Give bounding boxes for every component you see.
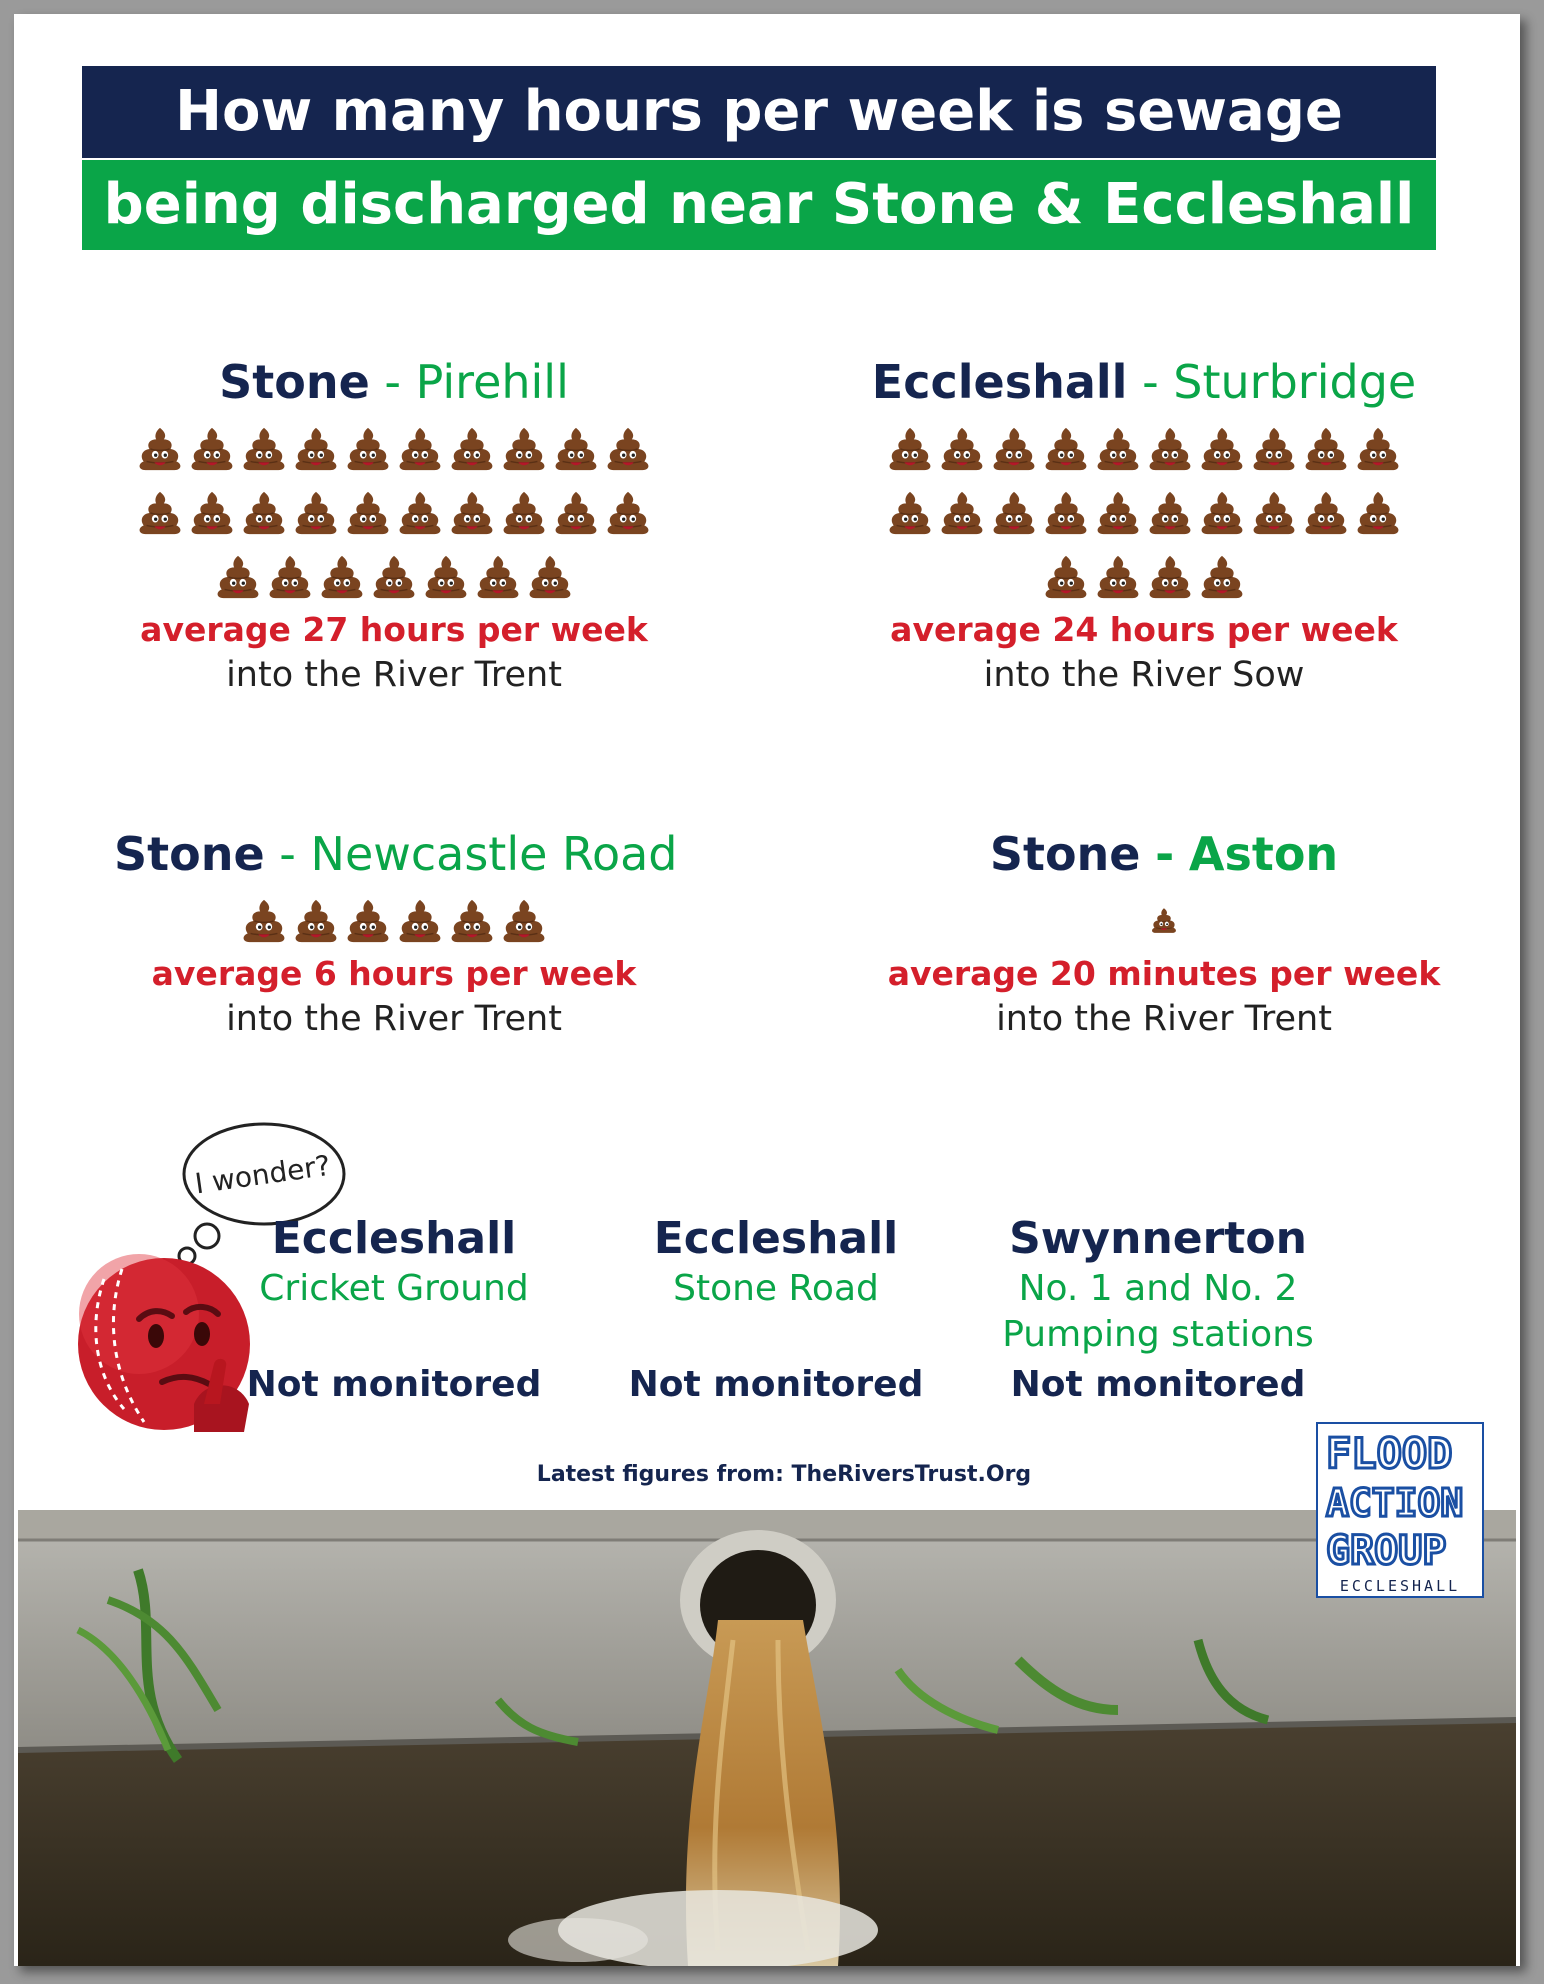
poo-emoji-icon: [370, 552, 418, 600]
poo-icon-group: [114, 888, 674, 952]
poo-icon-group: [114, 416, 674, 608]
poo-emoji-icon: [396, 424, 444, 472]
site-title: [884, 826, 1444, 882]
site-river: into the River Trent: [226, 999, 562, 1039]
poo-emoji-icon: [474, 552, 522, 600]
poo-icon-row: [114, 888, 674, 952]
poo-emoji-icon: [1354, 488, 1402, 536]
poo-emoji-icon: [990, 424, 1038, 472]
poo-emoji-icon: [136, 488, 184, 536]
thought-bubble-text: I wonder?: [192, 1148, 333, 1201]
poo-emoji-icon: [990, 488, 1038, 536]
site-stone-aston: [884, 826, 1444, 1042]
poo-icon-group: [864, 416, 1424, 608]
poo-emoji-icon: [500, 896, 548, 944]
poo-emoji-icon: [188, 424, 236, 472]
site-subplace: Newcastle Road: [310, 827, 678, 881]
poo-icon-row: [114, 480, 674, 544]
unmonitored-subplace: Stone Road: [673, 1268, 879, 1309]
headline-line-1: How many hours per week is sewage: [82, 66, 1436, 158]
site-title: [864, 354, 1424, 410]
poo-emoji-icon: [1042, 488, 1090, 536]
poo-emoji-icon: [344, 424, 392, 472]
site-river: into the River Trent: [226, 655, 562, 695]
poo-emoji-icon: [318, 552, 366, 600]
poo-emoji-icon: [214, 552, 262, 600]
site-eccleshall-sturbridge: [864, 354, 1424, 698]
poo-emoji-icon: [422, 552, 470, 600]
unmonitored-subplace-line2: Pumping stations: [1002, 1314, 1314, 1355]
poo-emoji-icon: [1198, 552, 1246, 600]
logo-line-3: GROUP: [1326, 1528, 1447, 1574]
poo-emoji-icon: [1302, 488, 1350, 536]
unmonitored-place: Swynnerton: [1009, 1213, 1307, 1264]
poo-emoji-icon: [136, 424, 184, 472]
poo-emoji-icon: [240, 488, 288, 536]
poo-emoji-icon: [292, 424, 340, 472]
poo-emoji-icon: [396, 896, 444, 944]
poo-emoji-icon: [1042, 552, 1090, 600]
poo-icon-row: [864, 544, 1424, 608]
poo-emoji-icon: [1094, 552, 1142, 600]
poo-emoji-icon: [292, 896, 340, 944]
poo-emoji-icon: [1094, 424, 1142, 472]
poo-emoji-icon: [886, 488, 934, 536]
poo-emoji-icon: [1198, 488, 1246, 536]
site-stone-pirehill: [114, 354, 674, 698]
poo-emoji-icon: [1146, 552, 1194, 600]
unmonitored-status: Not monitored: [628, 1364, 924, 1405]
poo-emoji-icon: [552, 488, 600, 536]
site-river: into the River Trent: [996, 999, 1332, 1039]
poo-icon-row: [864, 480, 1424, 544]
poo-emoji-icon: [500, 424, 548, 472]
sewage-outfall-photo: [18, 1510, 1516, 1966]
poo-emoji-icon: [1250, 488, 1298, 536]
poo-emoji-icon: [938, 424, 986, 472]
unmonitored-subplace: Cricket Ground: [259, 1268, 529, 1309]
site-place: Eccleshall: [871, 355, 1128, 409]
site-title: [114, 826, 678, 882]
site-subplace: Sturbridge: [1173, 355, 1417, 409]
poo-emoji-icon: [344, 488, 392, 536]
site-average: average 6 hours per week: [151, 954, 637, 993]
poo-emoji-icon: [1150, 906, 1178, 934]
poo-emoji-icon: [1302, 424, 1350, 472]
logo-line-2: ACTION: [1326, 1481, 1464, 1525]
site-river: into the River Sow: [983, 655, 1305, 695]
site-average: average 20 minutes per week: [887, 954, 1441, 993]
unmonitored-status: Not monitored: [1010, 1364, 1306, 1405]
poo-emoji-icon: [552, 424, 600, 472]
poo-emoji-icon: [604, 424, 652, 472]
poo-icon-row: [114, 416, 674, 480]
poo-emoji-icon: [1146, 424, 1194, 472]
poo-emoji-icon: [1250, 424, 1298, 472]
flood-action-group-logo: [1316, 1422, 1484, 1598]
unmonitored-status: Not monitored: [246, 1364, 542, 1405]
poo-emoji-icon: [188, 488, 236, 536]
logo-line-1: FLOOD: [1326, 1429, 1453, 1478]
source-credit: Latest figures from: TheRiversTrust.Org: [536, 1462, 1032, 1487]
logo-mark-icon: [1318, 1424, 1482, 1596]
poo-emoji-icon: [292, 488, 340, 536]
poo-emoji-icon: [448, 424, 496, 472]
poo-emoji-icon: [604, 488, 652, 536]
poo-emoji-icon: [938, 488, 986, 536]
poo-emoji-icon: [240, 424, 288, 472]
poo-emoji-icon: [344, 896, 392, 944]
site-place: Stone: [989, 827, 1141, 881]
logo-line-4: ECCLESHALL: [1339, 1577, 1461, 1595]
poster: [14, 14, 1520, 1966]
site-separator: -: [279, 827, 296, 881]
poo-emoji-icon: [886, 424, 934, 472]
site-place: Stone: [219, 355, 370, 409]
poo-icon-group: [884, 888, 1444, 952]
site-title: [114, 354, 674, 410]
unmonitored-place: Eccleshall: [653, 1213, 899, 1264]
site-subplace: Pirehill: [415, 355, 569, 409]
poo-emoji-icon: [1146, 488, 1194, 536]
poo-emoji-icon: [1354, 424, 1402, 472]
poo-icon-row: [884, 888, 1444, 952]
poo-emoji-icon: [1198, 424, 1246, 472]
unmonitored-place: Eccleshall: [271, 1213, 517, 1264]
site-average: average 27 hours per week: [140, 610, 648, 649]
poo-icon-row: [114, 544, 674, 608]
site-place: Stone: [114, 827, 265, 881]
site-stone-newcastle-road: [114, 826, 678, 1042]
poo-emoji-icon: [500, 488, 548, 536]
poo-emoji-icon: [1094, 488, 1142, 536]
poo-emoji-icon: [1042, 424, 1090, 472]
site-average: average 24 hours per week: [890, 610, 1398, 649]
unmonitored-swynnerton: [968, 1212, 1348, 1405]
unmonitored-eccleshall-stone-road: [586, 1212, 966, 1405]
headline-line-2: being discharged near Stone & Eccleshall: [82, 160, 1436, 250]
poo-emoji-icon: [448, 896, 496, 944]
site-separator: -: [1142, 355, 1159, 409]
site-separator: -: [1155, 827, 1175, 881]
poo-emoji-icon: [526, 552, 574, 600]
poo-icon-row: [864, 416, 1424, 480]
poo-emoji-icon: [448, 488, 496, 536]
poo-emoji-icon: [240, 896, 288, 944]
unmonitored-eccleshall-cricket-ground: [204, 1212, 584, 1405]
site-subplace: Aston: [1188, 827, 1339, 881]
poo-emoji-icon: [396, 488, 444, 536]
site-separator: -: [384, 355, 402, 409]
poo-emoji-icon: [266, 552, 314, 600]
unmonitored-subplace: No. 1 and No. 2: [1018, 1268, 1298, 1309]
